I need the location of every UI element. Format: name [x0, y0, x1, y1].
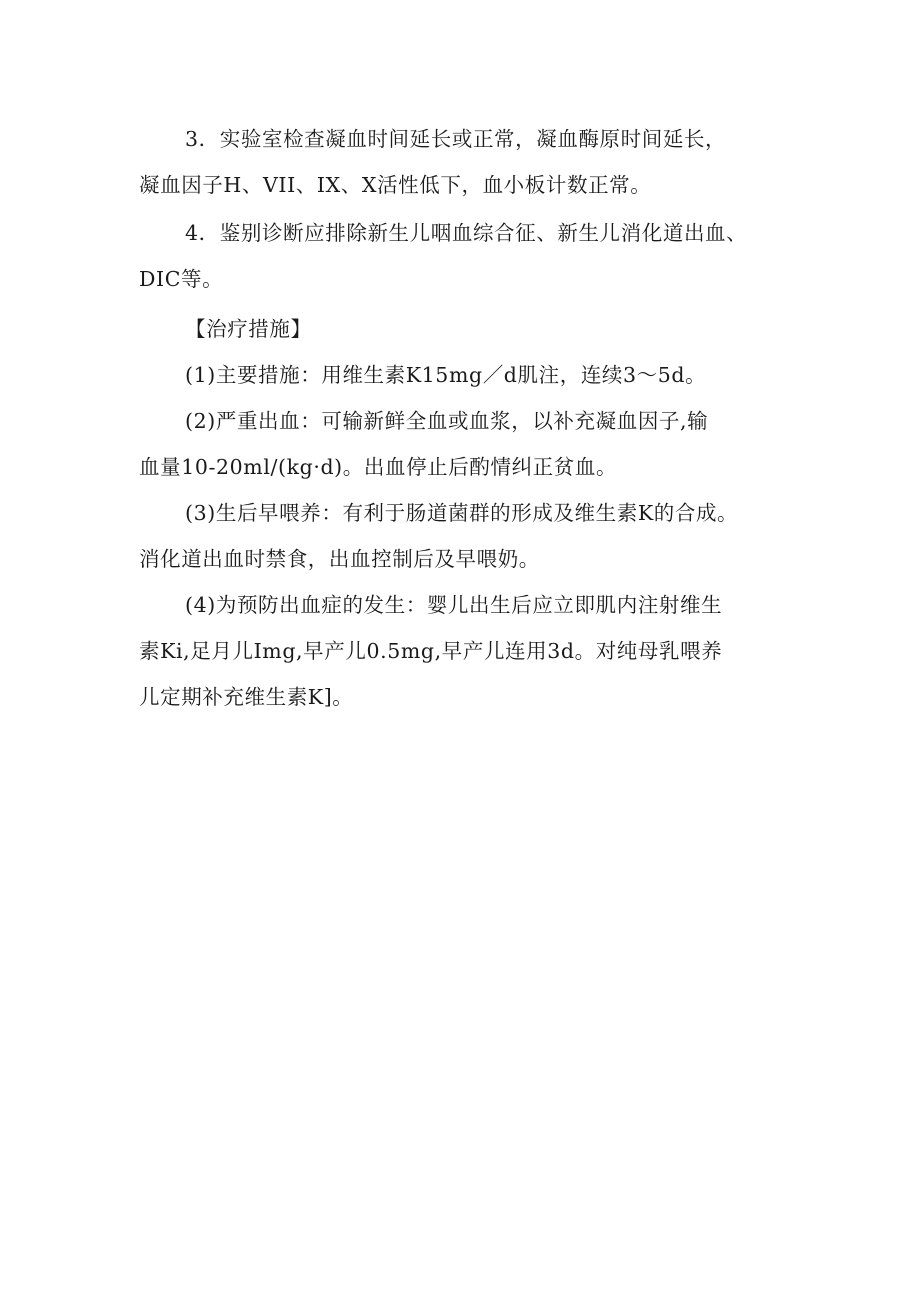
paragraph-severe-bleeding-line-2: 血量10-20ml/(kg·d)。出血停止后酌情纠正贫血。 [139, 455, 618, 479]
paragraph-severe-bleeding-line-1: (2)严重出血：可输新鲜全血或血浆，以补充凝血因子,输 [185, 409, 709, 433]
paragraph-lab-exam-line-1: 3．实验室检查凝血时间延长或正常，凝血酶原时间延长， [185, 127, 727, 151]
paragraph-early-feeding-line-1: (3)生后早喂养：有利于肠道菌群的形成及维生素K的合成。 [185, 501, 739, 525]
paragraph-main-measures: (1)主要措施：用维生素K15mg／d肌注，连续3～5d。 [185, 363, 707, 387]
paragraph-differential-line-1: 4．鉴别诊断应排除新生儿咽血综合征、新生儿消化道出血、 [185, 221, 748, 245]
paragraph-differential-line-2: DIC等。 [139, 267, 224, 291]
paragraph-prevention-line-3: 儿定期补充维生素K]。 [139, 685, 354, 709]
paragraph-prevention-line-2: 素Ki,足月儿Img,早产儿0.5mg,早产儿连用3d。对纯母乳喂养 [139, 639, 723, 663]
document-body [139, 116, 807, 720]
paragraph-lab-exam-line-2: 凝血因子H、VII、IX、X活性低下，血小板计数正常。 [139, 173, 652, 197]
paragraph-early-feeding-line-2: 消化道出血时禁食，出血控制后及早喂奶。 [139, 547, 540, 571]
paragraph-prevention-line-1: (4)为预防出血症的发生：婴儿出生后应立即肌内注射维生 [185, 593, 723, 617]
section-heading-treatment: 【治疗措施】 [185, 317, 312, 341]
